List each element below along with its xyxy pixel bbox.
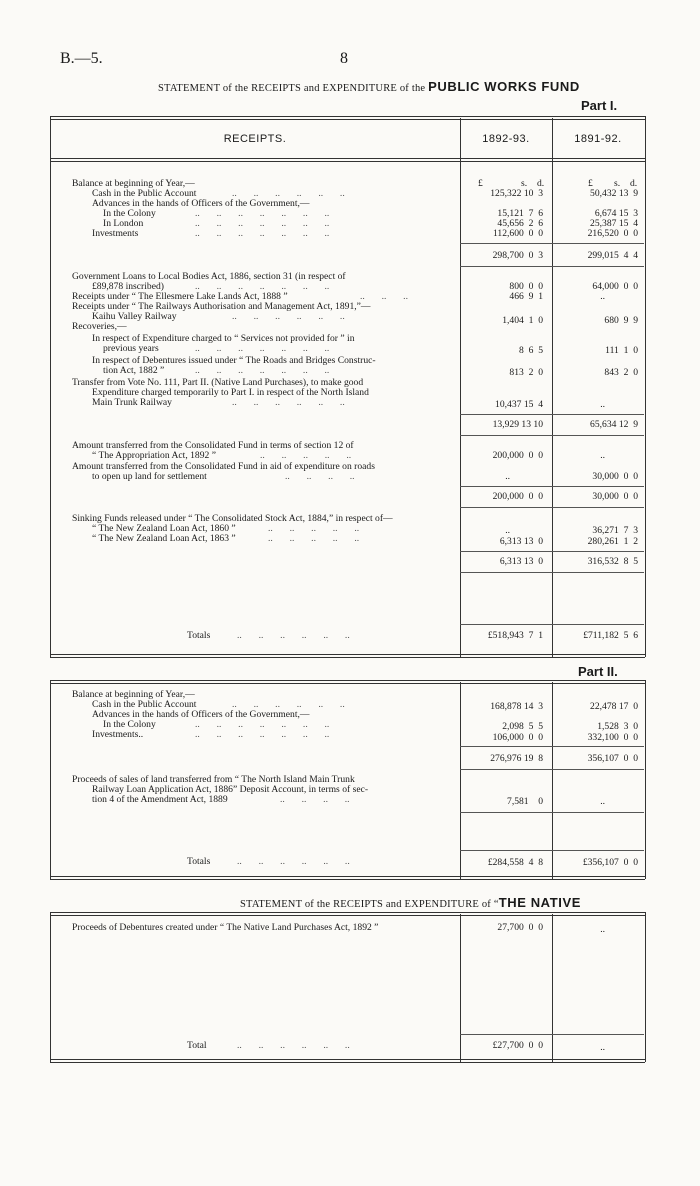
year-1891-92-header: 1891-92. bbox=[574, 133, 622, 145]
table-top-rule bbox=[50, 116, 645, 117]
header-rule bbox=[50, 158, 645, 159]
amount-1892-93: 2,098 5 5 bbox=[502, 721, 543, 732]
amount-1892-93: 10,437 15 4 bbox=[495, 399, 543, 410]
amount-1891-92: 280,261 1 2 bbox=[587, 536, 638, 547]
subtotal-rule bbox=[460, 551, 644, 552]
row-label: In respect of Debentures issued under “ The Roads and Bridges Construc- bbox=[92, 355, 376, 366]
dot-leader: .. .. .. .. .. .. .. bbox=[195, 281, 330, 292]
col-divider-1 bbox=[460, 118, 461, 657]
subtotal-1892-93: 276,976 19 8 bbox=[490, 753, 543, 764]
row-label: Recoveries,— bbox=[72, 321, 127, 332]
part1-bottom-rule bbox=[50, 654, 645, 655]
totals-label: Totals bbox=[187, 856, 211, 867]
part2-top-rule bbox=[50, 680, 645, 681]
amount-1892-93: 125,322 10 3 bbox=[490, 188, 543, 199]
amount-1891-92: .. bbox=[600, 796, 605, 807]
totals-rule bbox=[460, 624, 644, 625]
native-top-rule bbox=[50, 912, 645, 913]
statement-prefix: STATEMENT of the RECEIPTS and EXPENDITURE of “ bbox=[240, 899, 499, 910]
dot-leader: .. .. .. .. .. .. bbox=[232, 397, 345, 408]
subtotal-rule bbox=[460, 572, 644, 573]
pound-symbol: £ bbox=[478, 178, 483, 189]
amount-1892-93: .. bbox=[505, 525, 510, 536]
dot-leader: .. .. .. .. .. .. .. bbox=[195, 218, 330, 229]
row-label: In the Colony bbox=[103, 719, 156, 730]
total-1891-92: .. bbox=[600, 1042, 605, 1053]
amount-1892-93: 6,313 13 0 bbox=[499, 536, 543, 547]
dot-leader: .. .. .. .. .. .. .. bbox=[195, 365, 330, 376]
amount-1891-92: 680 9 9 bbox=[604, 315, 638, 326]
subtotal-rule bbox=[460, 414, 644, 415]
subtotal-1891-92: 65,634 12 9 bbox=[590, 419, 638, 430]
subtotal-rule bbox=[460, 769, 644, 770]
row-label: Receipts under “ The Ellesmere Lake Lands Act, 1888 ” bbox=[72, 291, 288, 302]
row-label: Balance at beginning of Year,— bbox=[72, 178, 195, 189]
amount-1891-92: 6,674 15 3 bbox=[594, 208, 638, 219]
dot-leader: .. .. .. .. .. .. .. bbox=[195, 719, 330, 730]
subtotal-rule bbox=[460, 507, 644, 508]
amount-1891-92: 25,387 15 4 bbox=[590, 218, 638, 229]
subtotal-1892-93: 13,929 13 10 bbox=[492, 419, 543, 430]
shillings-symbol: s. bbox=[614, 178, 621, 189]
row-label: Proceeds of Debentures created under “ The Native Land Purchases Act, 1892 ” bbox=[72, 922, 379, 933]
row-label: Proceeds of sales of land transferred from “ The North Island Main Trunk bbox=[72, 774, 355, 785]
dot-leader: .. .. .. .. .. .. bbox=[237, 630, 350, 641]
amount-1892-93: 813 2 0 bbox=[509, 367, 543, 378]
amount-1891-92: 843 2 0 bbox=[604, 367, 638, 378]
year-1892-93-header: 1892-93. bbox=[482, 133, 530, 145]
amount-1892-93: 466 9 1 bbox=[509, 291, 543, 302]
subtotal-rule bbox=[460, 243, 644, 244]
dot-leader: .. .. .. .. .. .. .. bbox=[195, 208, 330, 219]
row-label: Expenditure charged temporarily to Part I. in respect of the North Island bbox=[92, 387, 369, 398]
row-label: tion 4 of the Amendment Act, 1889 bbox=[92, 794, 228, 805]
amount-1891-92: 332,100 0 0 bbox=[587, 732, 638, 743]
row-label: Transfer from Vote No. 111, Part II. (Native Land Purchases), to make good bbox=[72, 377, 364, 388]
part1-bottom-rule-2 bbox=[50, 657, 645, 658]
amount-1892-93: 168,878 14 3 bbox=[490, 701, 543, 712]
subtotal-1891-92: 30,000 0 0 bbox=[592, 491, 638, 502]
row-label: “ The Appropriation Act, 1892 ” bbox=[92, 450, 216, 461]
row-label: Amount transferred from the Consolidated Fund in aid of expenditure on roads bbox=[72, 461, 375, 472]
native-top-rule-2 bbox=[50, 915, 645, 916]
row-label: Kaihu Valley Railway bbox=[92, 311, 177, 322]
dot-leader: .. .. .. .. .. bbox=[268, 523, 360, 534]
subtotal-rule bbox=[460, 812, 644, 813]
amount-1892-93: 27,700 0 0 bbox=[497, 922, 543, 933]
amount-1891-92: 1,528 3 0 bbox=[597, 721, 638, 732]
statement-prefix: STATEMENT of the RECEIPTS and EXPENDITURE of the bbox=[158, 83, 426, 94]
row-label: previous years bbox=[103, 343, 159, 354]
header-rule-2 bbox=[50, 161, 645, 162]
subtotal-1891-92: 316,532 8 5 bbox=[587, 556, 638, 567]
subtotal-1891-92: 299,015 4 4 bbox=[587, 250, 638, 261]
row-label: £89,878 inscribed) bbox=[92, 281, 164, 292]
part2-bottom-rule bbox=[50, 876, 645, 877]
row-label: Government Loans to Local Bodies Act, 1886, section 31 (in respect of bbox=[72, 271, 346, 282]
amount-1891-92: 64,000 0 0 bbox=[592, 281, 638, 292]
statement-title bbox=[158, 79, 580, 94]
subtotal-1892-93: 298,700 0 3 bbox=[492, 250, 543, 261]
pound-symbol: £ bbox=[588, 178, 593, 189]
amount-1891-92: .. bbox=[600, 924, 605, 935]
dot-leader: .. .. .. .. .. .. bbox=[232, 699, 345, 710]
row-label: Amount transferred from the Consolidated Fund in terms of section 12 of bbox=[72, 440, 354, 451]
row-label: to open up land for settlement bbox=[92, 471, 207, 482]
dot-leader: .. .. .. .. .. .. bbox=[237, 1040, 350, 1051]
amount-1892-93: 45,656 2 6 bbox=[497, 218, 543, 229]
receipts-column-header: RECEIPTS. bbox=[223, 133, 287, 145]
amount-1892-93: 8 6 5 bbox=[519, 345, 543, 356]
dot-leader: .. .. .. .. .. .. bbox=[232, 311, 345, 322]
dot-leader: .. .. .. .. bbox=[285, 471, 355, 482]
row-label: Balance at beginning of Year,— bbox=[72, 689, 195, 700]
subtotal-1892-93: 6,313 13 0 bbox=[499, 556, 543, 567]
col-divider-2 bbox=[552, 914, 553, 1062]
part2-top-rule-2 bbox=[50, 683, 645, 684]
amount-1892-93: 106,000 0 0 bbox=[492, 732, 543, 743]
total-1892-93: £27,700 0 0 bbox=[492, 1040, 543, 1051]
amount-1891-92: 111 1 0 bbox=[605, 345, 638, 356]
amount-1891-92: .. bbox=[600, 399, 605, 410]
amount-1891-92: 50,432 13 9 bbox=[590, 188, 638, 199]
amount-1891-92: 22,478 17 0 bbox=[590, 701, 638, 712]
row-label: Railway Loan Application Act, 1886” Deposit Account, in terms of sec- bbox=[92, 784, 369, 795]
subtotal-1892-93: 200,000 0 0 bbox=[492, 491, 543, 502]
dot-leader: .. .. .. .. .. bbox=[260, 450, 352, 461]
totals-rule bbox=[460, 1034, 644, 1035]
row-label: Advances in the hands of Officers of the Government,— bbox=[92, 709, 310, 720]
amount-1892-93: 1,404 1 0 bbox=[502, 315, 543, 326]
dot-leader: .. .. .. .. .. .. .. bbox=[195, 729, 330, 740]
dot-leader: .. .. .. .. .. .. bbox=[232, 188, 345, 199]
total-1892-93: £518,943 7 1 bbox=[487, 630, 543, 641]
amount-1892-93: 800 0 0 bbox=[509, 281, 543, 292]
row-label: Investments bbox=[92, 228, 139, 239]
native-statement-title bbox=[240, 895, 581, 910]
shillings-symbol: s. bbox=[521, 178, 528, 189]
amount-1892-93: .. bbox=[505, 471, 510, 482]
dot-leader: .. .. .. .. .. .. .. bbox=[195, 343, 330, 354]
native-bottom-rule-2 bbox=[50, 1062, 645, 1063]
amount-1891-92: 30,000 0 0 bbox=[592, 471, 638, 482]
dot-leader: .. .. .. .. .. bbox=[268, 533, 360, 544]
fund-name: THE NATIVE bbox=[498, 895, 582, 910]
amount-1892-93: 200,000 0 0 bbox=[492, 450, 543, 461]
amount-1891-92: .. bbox=[600, 291, 605, 302]
subtotal-rule bbox=[460, 746, 644, 747]
subtotal-rule bbox=[460, 435, 644, 436]
document-reference: B.—5. bbox=[60, 50, 103, 67]
dot-leader: .. .. .. .. .. .. bbox=[237, 856, 350, 867]
row-label: In the Colony bbox=[103, 208, 156, 219]
native-bottom-rule bbox=[50, 1059, 645, 1060]
row-label: tion Act, 1882 ” bbox=[103, 365, 165, 376]
page-number: 8 bbox=[340, 50, 348, 67]
totals-label: Totals bbox=[187, 630, 211, 641]
col-divider-1 bbox=[460, 914, 461, 1062]
table-top-rule-2 bbox=[50, 119, 645, 120]
pence-symbol: d. bbox=[630, 178, 638, 189]
amount-1892-93: 15,121 7 6 bbox=[497, 208, 543, 219]
amount-1891-92: 36,271 7 3 bbox=[592, 525, 638, 536]
amount-1892-93: 112,600 0 0 bbox=[492, 228, 543, 239]
dot-leader: .. .. .. .. .. .. .. bbox=[195, 228, 330, 239]
dot-leader: .. .. .. .. bbox=[280, 794, 350, 805]
total-1891-92: £711,182 5 6 bbox=[583, 630, 638, 641]
total-1892-93: £284,558 4 8 bbox=[487, 857, 543, 868]
row-label: Receipts under “ The Railways Authorisation and Management Act, 1891,”— bbox=[72, 301, 371, 312]
part-two-heading: Part II. bbox=[578, 664, 618, 679]
subtotal-rule bbox=[460, 266, 644, 267]
dot-leader: .. .. .. bbox=[360, 291, 408, 302]
total-1891-92: £356,107 0 0 bbox=[582, 857, 638, 868]
row-label: Sinking Funds released under “ The Consolidated Stock Act, 1884,” in respect of— bbox=[72, 513, 393, 524]
row-label: “ The New Zealand Loan Act, 1860 ” bbox=[92, 523, 236, 534]
row-label: “ The New Zealand Loan Act, 1863 ” bbox=[92, 533, 236, 544]
total-label: Total bbox=[187, 1040, 207, 1051]
amount-1891-92: 216,520 0 0 bbox=[587, 228, 638, 239]
totals-rule bbox=[460, 850, 644, 851]
row-label: Main Trunk Railway bbox=[92, 397, 172, 408]
amount-1891-92: .. bbox=[600, 450, 605, 461]
subtotal-rule bbox=[460, 486, 644, 487]
part-one-heading: Part I. bbox=[581, 98, 618, 113]
part2-bottom-rule-2 bbox=[50, 879, 645, 880]
row-label: In London bbox=[103, 218, 144, 229]
subtotal-1891-92: 356,107 0 0 bbox=[587, 753, 638, 764]
fund-name: PUBLIC WORKS FUND bbox=[428, 79, 580, 94]
pence-symbol: d. bbox=[537, 178, 545, 189]
row-label: Advances in the hands of Officers of the Government,— bbox=[92, 198, 310, 209]
row-label: Investments.. bbox=[92, 729, 144, 740]
row-label: Cash in the Public Account bbox=[92, 699, 197, 710]
col-divider-2 bbox=[552, 118, 553, 657]
row-label: In respect of Expenditure charged to “ Services not provided for ” in bbox=[92, 333, 355, 344]
amount-1892-93: 7,581 0 bbox=[507, 796, 543, 807]
row-label: Cash in the Public Account bbox=[92, 188, 197, 199]
